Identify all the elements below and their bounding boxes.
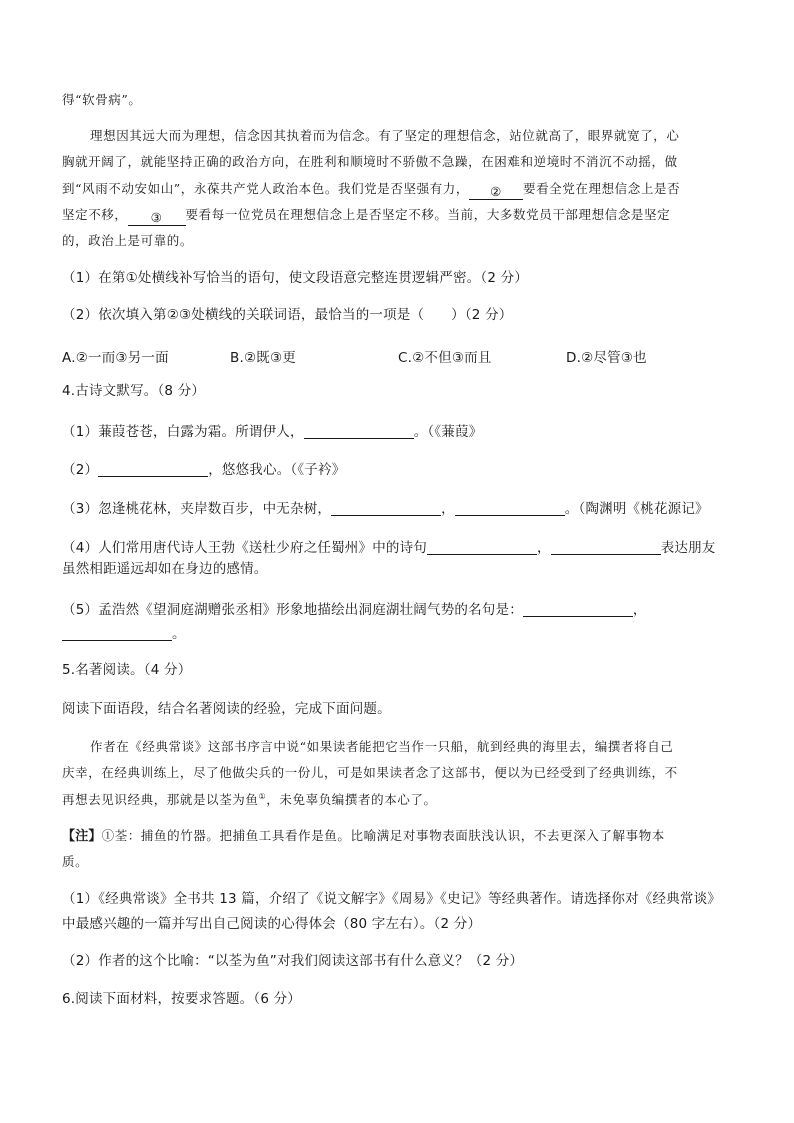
q3-sub2: （2）依次填入第②③处横线的关联词语，最恰当的一项是（ ）（2 分） xyxy=(62,307,513,323)
q5-passage-line: 作者在《经典常谈》这部书序言中说“如果读者能把它当作一只船，航到经典的海里去，编撰者将自己 xyxy=(90,739,674,754)
blank-3[interactable]: ③ xyxy=(128,211,186,226)
passage-line: 胸就开阔了，就能坚持正确的政治方向，在胜利和顺境时不骄傲不急躁，在困难和逆境时不消沉不动摇，做 xyxy=(62,154,678,169)
q4-text: （2） xyxy=(62,462,99,478)
q4-line-2 xyxy=(62,462,345,478)
q6-title: 6.阅读下面材料，按要求答题。（6 分） xyxy=(62,991,302,1007)
q4-title: 4.古诗文默写。（8 分） xyxy=(62,383,206,399)
note-tag: 【注】 xyxy=(62,829,102,844)
q4-blank-5a[interactable] xyxy=(523,602,633,617)
q5-sub1-cont: 中最感兴趣的一篇并写出自己阅读的心得体会（80 字左右）。（2 分） xyxy=(62,916,482,932)
passage-text: 到“风雨不动安如山”，永葆共产党人政治本色。我们党是否坚强有力， xyxy=(62,181,469,196)
q4-line-5-cont xyxy=(62,626,186,642)
q4-line-3 xyxy=(62,501,709,517)
option-c[interactable]: C.②不但③而且 xyxy=(398,350,492,366)
q4-text: 表达朋友 xyxy=(660,540,716,556)
q5-passage-line: 庆幸，在经典训练上，尽了他做尖兵的一份儿，可是如果读者念了这部书，便以为已经受到了经典训练，不 xyxy=(62,765,678,780)
q4-text: ，悠悠我心。（《子衿》 xyxy=(208,462,346,478)
q5-text: ，未免辜负编撰者的本心了。 xyxy=(266,792,437,808)
q4-text: 。 xyxy=(172,626,186,642)
q5-passage-line xyxy=(62,793,437,807)
passage-line xyxy=(62,183,680,200)
q5-sub1: （1）《经典常谈》全书共 13 篇，介绍了《说文解字》《周易》《史记》等经典著作。请选择你对《经典常谈》 xyxy=(62,891,721,907)
q4-text: （3）忽逢桃花林，夹岸数百步，中无杂树， xyxy=(62,501,332,517)
q5-sub2: （2）作者的这个比喻：“以荃为鱼”对我们阅读这部书有什么意义？（2 分） xyxy=(62,953,524,969)
passage-line: 得“软骨病”。 xyxy=(62,92,142,107)
q5-note-line: 质。 xyxy=(62,854,89,869)
q4-blank-2[interactable] xyxy=(98,462,208,477)
q5-intro: 阅读下面语段，结合名著阅读的经验，完成下面问题。 xyxy=(62,701,391,717)
note-text: ①荃：捕鱼的竹器。把捕鱼工具看作是鱼。比喻满足对事物表面肤浅认识，不去更深入了解事物本 xyxy=(101,828,665,843)
option-d[interactable]: D.②尽管③也 xyxy=(566,350,647,366)
q4-text: ， xyxy=(632,602,647,618)
q4-text: （5）孟浩然《望洞庭湖赠张丞相》形象地描绘出洞庭湖壮阔气势的名句是： xyxy=(62,602,523,618)
q4-text: （4）人们常用唐代诗人王勃《送杜少府之任蜀州》中的诗句 xyxy=(62,540,427,556)
q4-text: ， xyxy=(537,540,551,556)
q4-line-1 xyxy=(62,424,482,440)
q4-text: 。（陶渊明《桃花源记》 xyxy=(564,501,709,517)
q4-blank-1[interactable] xyxy=(304,424,414,439)
q4-blank-4a[interactable] xyxy=(427,540,537,555)
q4-text: （1）蒹葭苍苍，白露为霜。所谓伊人， xyxy=(62,424,304,440)
option-b[interactable]: B.②既③更 xyxy=(230,350,296,366)
passage-line xyxy=(62,209,670,226)
q4-text: 。（《蒹葭》 xyxy=(413,424,483,440)
q4-line-4-cont: 虽然相距遥远却如在身边的感情。 xyxy=(62,561,268,577)
footnote-marker: ① xyxy=(258,792,267,801)
passage-line: 的，政治上是可靠的。 xyxy=(62,233,194,248)
passage-line: 理想因其远大而为理想，信念因其执着而为信念。有了坚定的理想信念，站位就高了，眼界就宽了，心 xyxy=(90,128,680,143)
q4-blank-5b[interactable] xyxy=(62,626,172,641)
option-a[interactable]: A.②一而③另一面 xyxy=(62,350,169,366)
q4-blank-3a[interactable] xyxy=(331,501,441,516)
q5-text: 再想去见识经典，那就是以荃为鱼 xyxy=(62,792,259,808)
blank-2[interactable]: ② xyxy=(469,185,523,200)
q5-title: 5.名著阅读。（4 分） xyxy=(62,662,192,678)
q4-blank-3b[interactable] xyxy=(455,501,565,516)
passage-text: 要看全党在理想信念上是否 xyxy=(522,181,681,196)
q4-line-4 xyxy=(62,540,716,556)
q4-text: ， xyxy=(441,501,455,517)
passage-text: 坚定不移， xyxy=(62,207,128,222)
q5-note-line xyxy=(62,830,665,843)
q3-sub1: （1）在第①处横线补写恰当的语句，使文段语意完整连贯逻辑严密。（2 分） xyxy=(62,270,529,286)
q4-blank-4b[interactable] xyxy=(551,540,661,555)
q4-line-5 xyxy=(62,602,647,618)
passage-text: 要看每一位党员在理想信念上是否坚定不移。当前，大多数党员干部理想信念是坚定 xyxy=(185,207,671,222)
